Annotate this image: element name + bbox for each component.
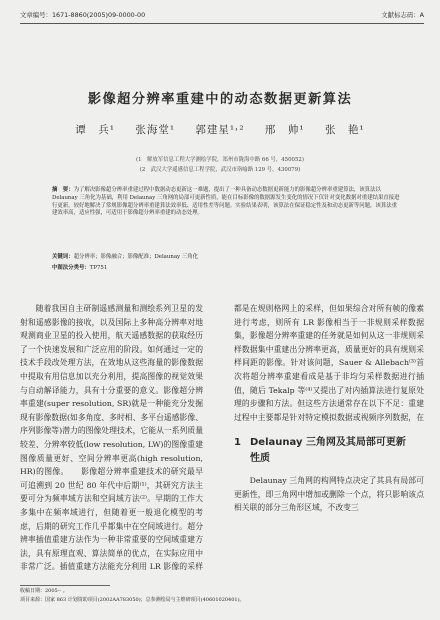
- section-heading: [234, 435, 424, 467]
- author: 邢 帅¹: [264, 124, 305, 136]
- paper-title: 影像超分辨率重建中的动态数据更新算法: [87, 92, 353, 107]
- right-column: [234, 302, 424, 424]
- right-column-text: 都是在规则格网上的采样，但如果综合对所有帧的像素进行考虑，则所有 LR 影像相当于一非规则采样数据集，影像超分辨率重建的任务就是如何从这一非规则采样数据集中重建出分辨率更高，质量更好的具有规则采样间距的影像。针对该问题，Sauer & Allebach⁽³⁾首次将超分辨率重建看成是基于非均匀采样数据进行插值，随后 Tekalp 等⁽⁴⁾又提出了对内插算法进行复原处理的步骤和方法。但这些方法通常存在以下不足：重建过程中主要都是针对特定模拟数据或视频序列数据，在: [234, 304, 424, 422]
- abstract-text: 为了解决影像超分辨率重建过程中数据动态更新这一难题，提出了一种具备动态数据更新能力的影像超分辨率重建算法，该算法以 Delaunay 三角化为基础，利用 Delaunay 三角网的局部可更新性质，能在目标影像的数据源发生变化的情况下仅针对变化数据对重建结果直接进行更新，较好地解决了常规影像超分辨率重建算法效率低、适用性差等问题。实验结果表明，该算法在保证稳定性及和动态更新等问题，该算法重建效率高，适应性强，可适用于影像超分辨率重建的动态处理。: [52, 187, 400, 217]
- affiliation-1: (1 解放军信息工程大学测绘学院，郑州市陇海中路 66 号，450052): [136, 157, 304, 163]
- abstract-label: 摘 要：: [52, 187, 74, 193]
- running-header: [20, 10, 424, 22]
- footnote-received: 收稿日期：2005-- 。: [20, 588, 68, 594]
- author: 谭 兵¹: [75, 124, 116, 136]
- header-rule: [20, 23, 424, 24]
- keywords-text: 超分辨率；影像融合；影像配准；Delaunay 三角化: [73, 254, 198, 260]
- author: 张 艳¹: [324, 124, 365, 136]
- author: 郭建星¹˒²: [195, 124, 245, 136]
- author: 张海堂¹: [135, 124, 176, 136]
- footnote-rule: [20, 585, 110, 586]
- document-code: 文献标志码：A: [381, 11, 424, 19]
- keywords: [52, 254, 402, 262]
- keywords-label: 关键词：: [52, 254, 74, 260]
- left-column-text: 随着我国自主研制遥感测量和测绘系列卫星的发射和遥感影像的接收，以及国际上多种高分辨率对地观测商业卫星的投入使用，航天遥感数据的获取经历了一个快速发展和广泛应用的阶段。如何通过一定的技术手段改处理方法，在效地从这些海量的影像数据中提取有用信息加以充分利用，提高图像的视觉效果与自动解译能力，具有十分重要的意义。影像超分辨率重建(super resolution, SR)就是一种能充分发掘现有影像数据(如多角度、多时相、多平台遥感影像、序列影像等)潜力的图像处理技术，它能从一系列质量较差、分辨率较低(low resolution, LW)的图像重建图像质量更好、空间分辨率更高(high resolution, HR)的图像。 影像超分辨率重建技术的研究最早可追溯到 20 世纪 80 年代中后期⁽¹⁾，其研究方法主要可分为频率域方法和空间域方法⁽²⁾。早期的工作大多集中在频率域进行，但随着更一般退化模型的考虑，后期的研究工作几乎都集中在空间域进行。超分辨率插值重建方法作为一种非常重要的空间域重建方法，具有原理直观、算法简单的优点，在实际应用中非常广泛。插值重建方法能充分利用 LR 影像的采样: [20, 304, 203, 572]
- section-number: 1: [234, 437, 241, 448]
- footnote-funding: 项目来源：国家 863 计划资助项目(2002AA783050)；总参测绘局与主维研项目(40601020401)。: [20, 597, 245, 603]
- section-body-text: Delaunay 三角网的构网特点决定了其具有局部可更新性，即三角网中增加或删除一个点，将只影响该点相关联的部分三角形区域，不改变三: [234, 476, 424, 513]
- section-title-line1: Delaunay 三角网及其局部可更新: [250, 437, 406, 448]
- author-list: [0, 122, 440, 137]
- article-number: 文章编号：1671-8860(2005)09-0000-00: [20, 11, 146, 19]
- left-column: [20, 302, 203, 574]
- abstract: [52, 187, 402, 218]
- clc-label: 中图法分类号：: [52, 265, 90, 271]
- section-title-line2: 性质: [250, 453, 270, 464]
- clc-code: TP751: [89, 265, 108, 271]
- affiliation-2: (2 武汉大学遥感信息工程学院，武汉市珞喻路 129 号，430079): [139, 167, 301, 173]
- classification: [52, 265, 402, 273]
- section-body: [234, 474, 424, 584]
